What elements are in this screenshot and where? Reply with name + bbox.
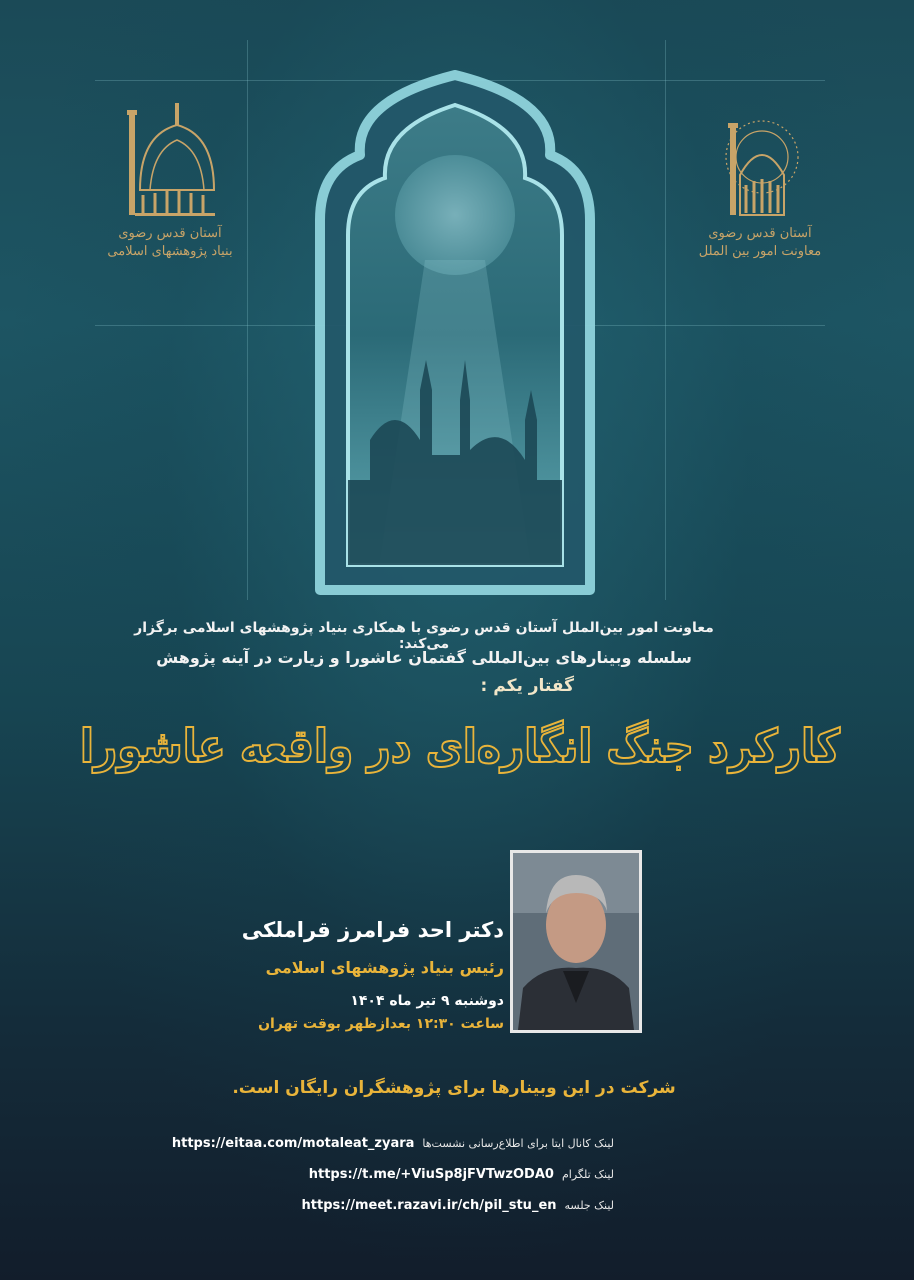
lecture-number: گفتار یکم : — [480, 676, 574, 696]
lecture-title-text: کارکرد جنگ انگاره‌ای در واقعه عاشورا — [80, 719, 841, 773]
arch-illustration — [300, 60, 610, 605]
logo-islamic-research-foundation — [100, 95, 240, 261]
eitaa-link-label: لینک کانال ایتا برای اطلاع‌رسانی نشست‌ها — [422, 1136, 614, 1150]
series-title: سلسله وبینارهای بین‌المللی گفتمان عاشورا و زیارت در آینه پژوهش — [156, 648, 692, 667]
telegram-link-label: لینک تلگرام — [561, 1167, 614, 1181]
free-participation-note: شرکت در این وبینارها برای پژوهشگران رایگان است. — [232, 1078, 676, 1098]
telegram-link[interactable]: https://t.me/+ViuSp8jFVTwzODA0 — [308, 1166, 554, 1182]
lecture-title — [60, 712, 860, 782]
logo-left-sub: بنیاد پژوهشهای اسلامی — [107, 244, 233, 259]
frame-line-right — [665, 40, 666, 600]
presenter-name: دکتر احد فرامرز قراملکی — [241, 918, 504, 942]
meeting-link-label: لینک جلسه — [564, 1198, 614, 1212]
event-date: دوشنبه ۹ تیر ماه ۱۴۰۴ — [350, 993, 504, 1009]
organizer-line: معاونت امور بین‌الملل آستان قدس رضوی با همکاری بنیاد پژوهشهای اسلامی برگزار می‌کند: — [134, 620, 714, 652]
link-row-telegram — [309, 1163, 614, 1185]
frame-line-left — [247, 40, 248, 600]
presenter-role: رئیس بنیاد پژوهشهای اسلامی — [265, 958, 504, 977]
link-row-meeting — [302, 1194, 614, 1216]
event-time: ساعت ۱۲:۳۰ بعدازظهر بوقت تهران — [258, 1016, 504, 1032]
logo-astan-quds-international — [690, 105, 830, 261]
logo-left-name: آستان قدس رضوی — [118, 226, 222, 241]
eitaa-link[interactable]: https://eitaa.com/motaleat_zyara — [171, 1135, 415, 1151]
shrine-logo-icon — [700, 105, 820, 225]
logo-right-name: آستان قدس رضوی — [708, 226, 812, 241]
link-row-eitaa — [172, 1132, 614, 1154]
logo-right-sub: معاونت امور بین الملل — [698, 244, 822, 259]
meeting-link[interactable]: https://meet.razavi.ir/ch/pil_stu_en — [301, 1197, 557, 1213]
dome-logo-icon — [115, 95, 225, 225]
presenter-photo — [510, 850, 642, 1033]
